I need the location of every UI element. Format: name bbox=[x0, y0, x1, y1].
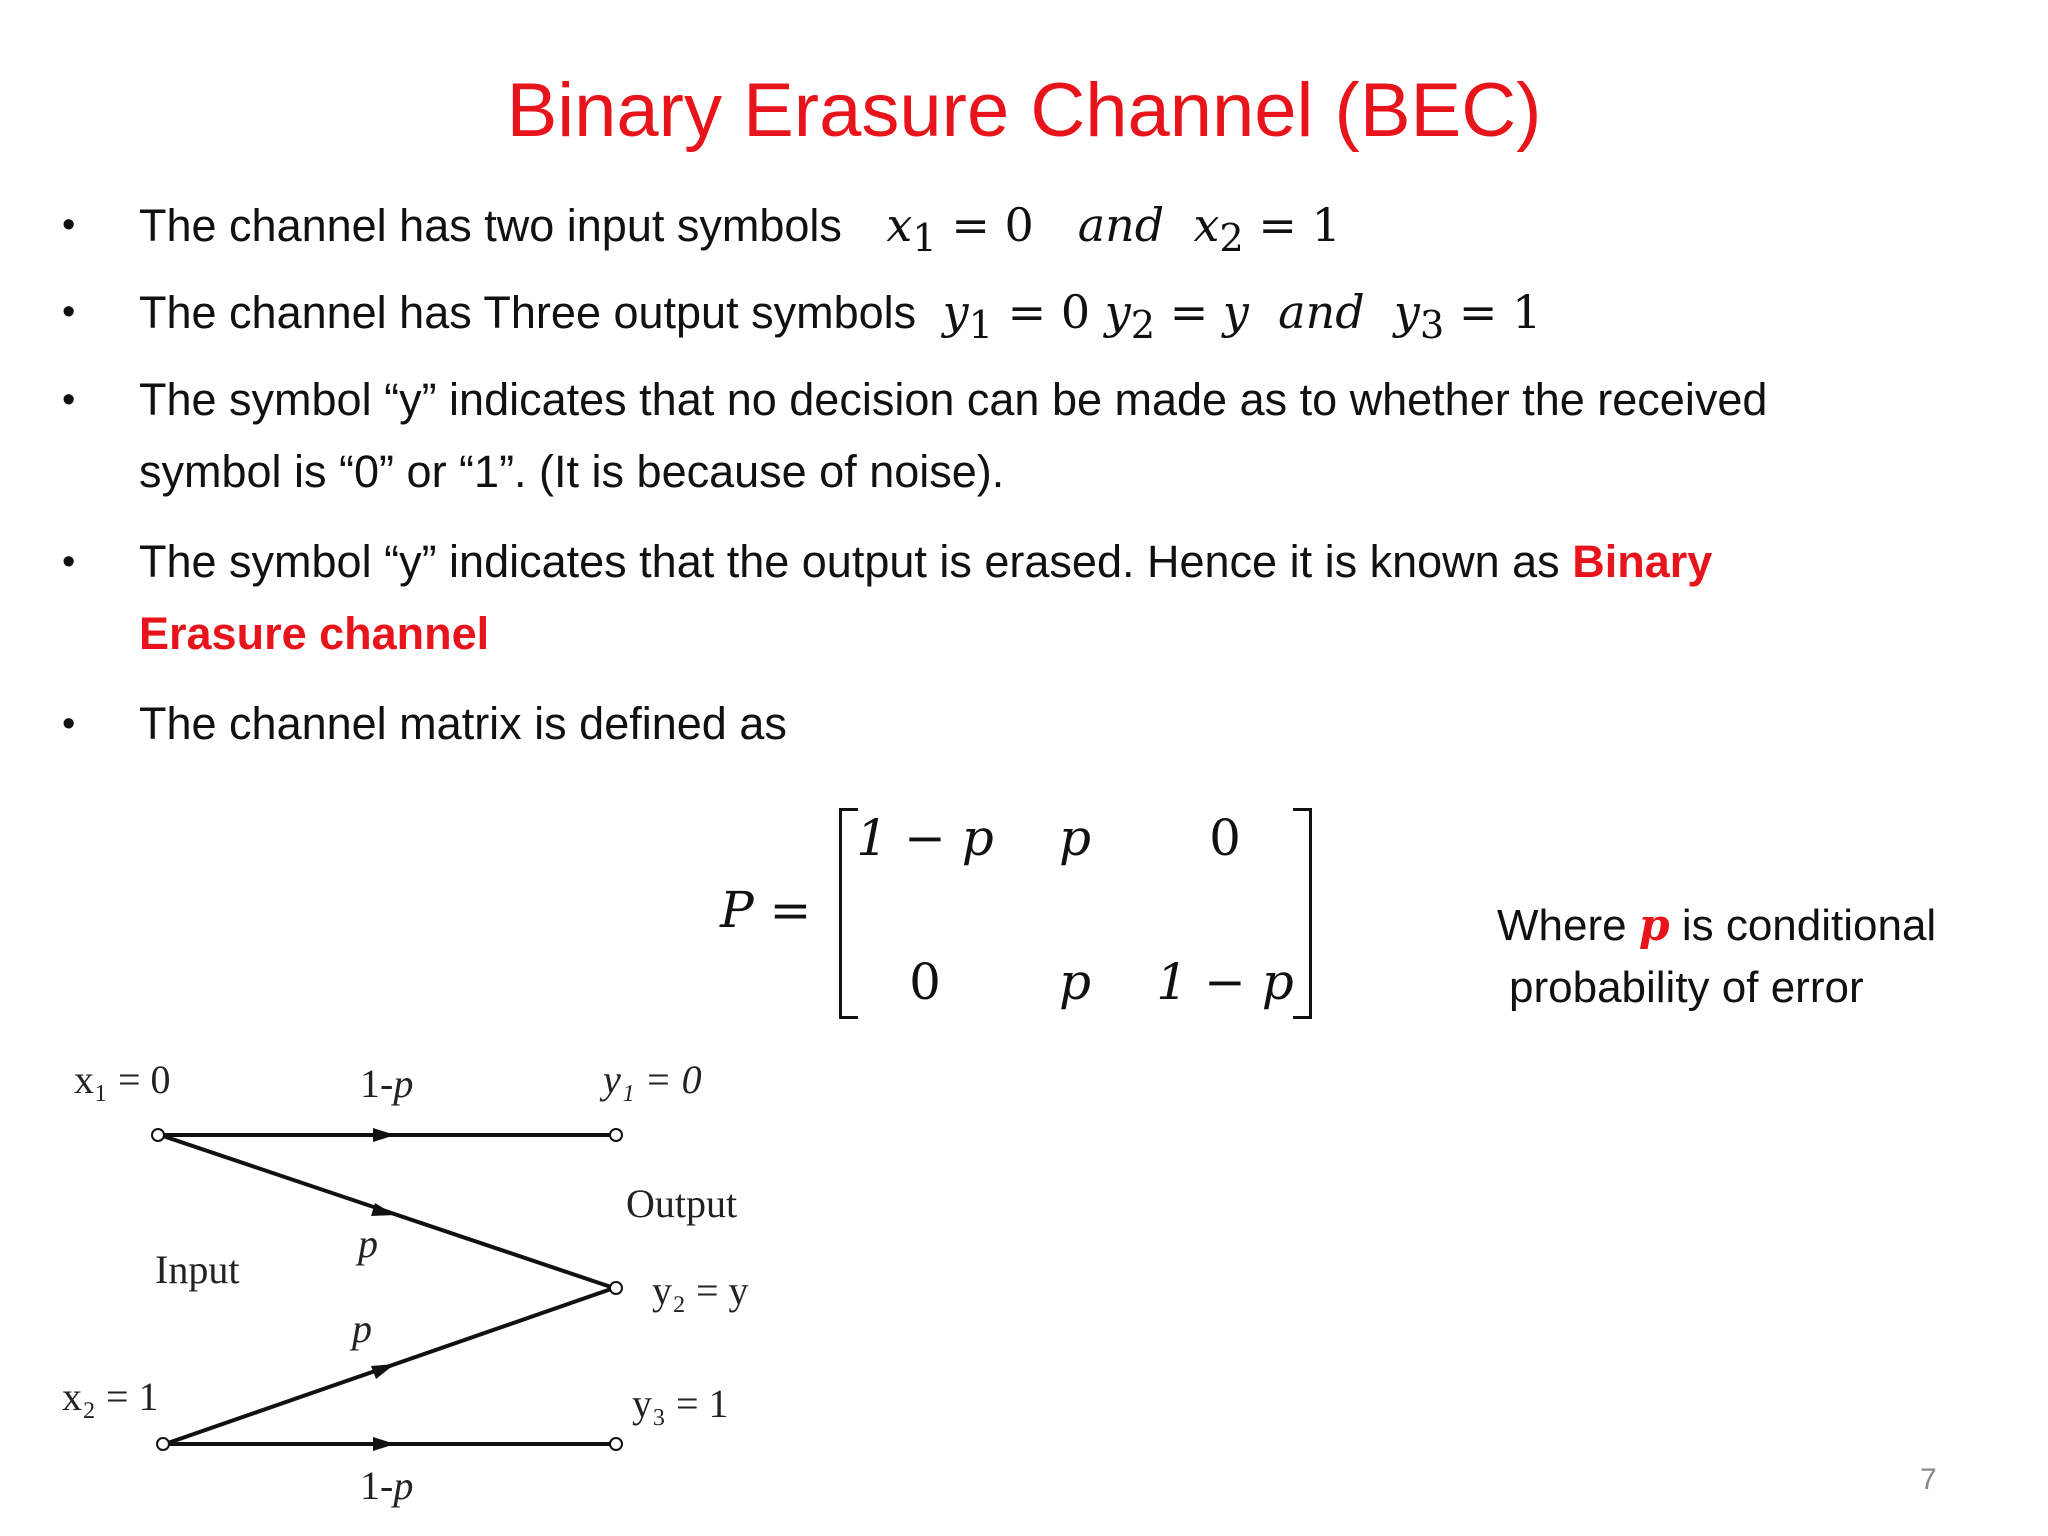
bullet-no-decision-line2: symbol is “0” or “1”. (It is because of noise). bbox=[139, 446, 1005, 497]
prob-symbol: p bbox=[393, 1061, 414, 1106]
bullet-text: The channel has Three output symbols bbox=[139, 287, 917, 338]
math-var: y bbox=[942, 285, 969, 339]
math-eq: = bbox=[1155, 285, 1223, 339]
node-x1 bbox=[152, 1129, 164, 1141]
matrix-cell: 0 bbox=[1209, 809, 1241, 867]
matrix-symbol: P bbox=[720, 881, 754, 939]
math-var: y bbox=[1393, 285, 1420, 339]
note-symbol: p bbox=[1638, 900, 1670, 951]
math-eq: = 0 bbox=[993, 285, 1105, 339]
matrix-note bbox=[1497, 895, 1936, 1019]
page-number: 7 bbox=[1920, 1463, 1937, 1496]
label-input: Input bbox=[155, 1247, 240, 1292]
node-y3 bbox=[610, 1438, 622, 1450]
input-symbols-math bbox=[886, 198, 1341, 262]
prob-text: 1- bbox=[360, 1463, 394, 1508]
note-text: is conditional bbox=[1669, 901, 1937, 950]
math-sub: 3 bbox=[1419, 303, 1445, 349]
label-prob-bottom bbox=[360, 1464, 413, 1508]
matrix-equals: = bbox=[753, 881, 812, 939]
bullet-marker: • bbox=[62, 703, 76, 745]
bullet-output-symbols bbox=[139, 276, 1979, 362]
bullet-marker: • bbox=[62, 291, 76, 333]
node-y2 bbox=[610, 1282, 622, 1294]
label-x2: x₂ = 1 bbox=[62, 1374, 159, 1419]
bullet-marker: • bbox=[62, 541, 76, 583]
math-var: x bbox=[1193, 198, 1220, 252]
note-text: Where bbox=[1497, 901, 1639, 950]
label-y3: y₃ = 1 bbox=[632, 1381, 729, 1426]
math-var: x bbox=[886, 198, 913, 252]
math-sub: 1 bbox=[968, 303, 994, 349]
bullet-text: The channel has two input symbols bbox=[139, 200, 842, 251]
math-eq: = 1 bbox=[1444, 285, 1542, 339]
label-x1: x₁ = 0 bbox=[74, 1057, 171, 1102]
arrow-x1-y1 bbox=[373, 1128, 395, 1142]
arrow-x1-y2 bbox=[371, 1203, 395, 1216]
label-y1: y₁ = 0 bbox=[603, 1057, 702, 1102]
math-var: y bbox=[1104, 285, 1131, 339]
bullet-erased bbox=[139, 526, 1979, 598]
bullet-marker: • bbox=[62, 379, 76, 421]
channel-diagram bbox=[0, 1040, 800, 1520]
math-sub: 2 bbox=[1219, 216, 1244, 262]
label-prob-cross-lower: p bbox=[352, 1306, 372, 1351]
math-sub: 1 bbox=[912, 216, 937, 262]
bullet-channel-matrix: The channel matrix is defined as bbox=[139, 698, 787, 749]
math-and: and bbox=[1278, 285, 1365, 339]
label-prob-top bbox=[360, 1062, 413, 1106]
bullet-marker: • bbox=[62, 204, 76, 246]
matrix-cell: 1 − p bbox=[856, 809, 994, 867]
math-and: and bbox=[1077, 198, 1165, 252]
arrow-x2-y2 bbox=[371, 1364, 395, 1379]
node-y1 bbox=[610, 1129, 622, 1141]
prob-text: 1- bbox=[360, 1061, 394, 1106]
matrix-cell: 1 − p bbox=[1156, 953, 1294, 1011]
highlight-binary: Binary bbox=[1572, 536, 1713, 587]
math-eq: = 1 bbox=[1243, 198, 1341, 252]
note-line1 bbox=[1497, 895, 1936, 957]
highlight-erasure-channel: Erasure channel bbox=[139, 608, 490, 659]
bullet-text: The symbol “y” indicates that the output is erased. Hence it is known as bbox=[139, 536, 1573, 587]
label-output: Output bbox=[626, 1181, 738, 1226]
matrix-lhs bbox=[720, 880, 811, 940]
matrix-cell: p bbox=[1058, 953, 1091, 1011]
slide-title: Binary Erasure Channel (BEC) bbox=[506, 68, 1542, 153]
matrix-cell: p bbox=[1058, 809, 1091, 867]
bullet-input-symbols bbox=[139, 189, 1979, 275]
label-y2: y₂ = y bbox=[652, 1268, 749, 1313]
arrow-x2-y3 bbox=[373, 1437, 395, 1451]
math-sub: 2 bbox=[1130, 303, 1156, 349]
note-line2: probability of error bbox=[1509, 963, 1864, 1012]
prob-symbol: p bbox=[393, 1463, 414, 1508]
math-var: y bbox=[1222, 285, 1249, 339]
bullet-no-decision-line1: The symbol “y” indicates that no decision can be made as to whether the received bbox=[139, 374, 1768, 425]
output-symbols-math bbox=[942, 285, 1542, 349]
node-x2 bbox=[157, 1438, 169, 1450]
math-eq: = 0 bbox=[936, 198, 1034, 252]
label-prob-cross-upper: p bbox=[358, 1221, 378, 1266]
matrix-cell: 0 bbox=[909, 953, 941, 1011]
